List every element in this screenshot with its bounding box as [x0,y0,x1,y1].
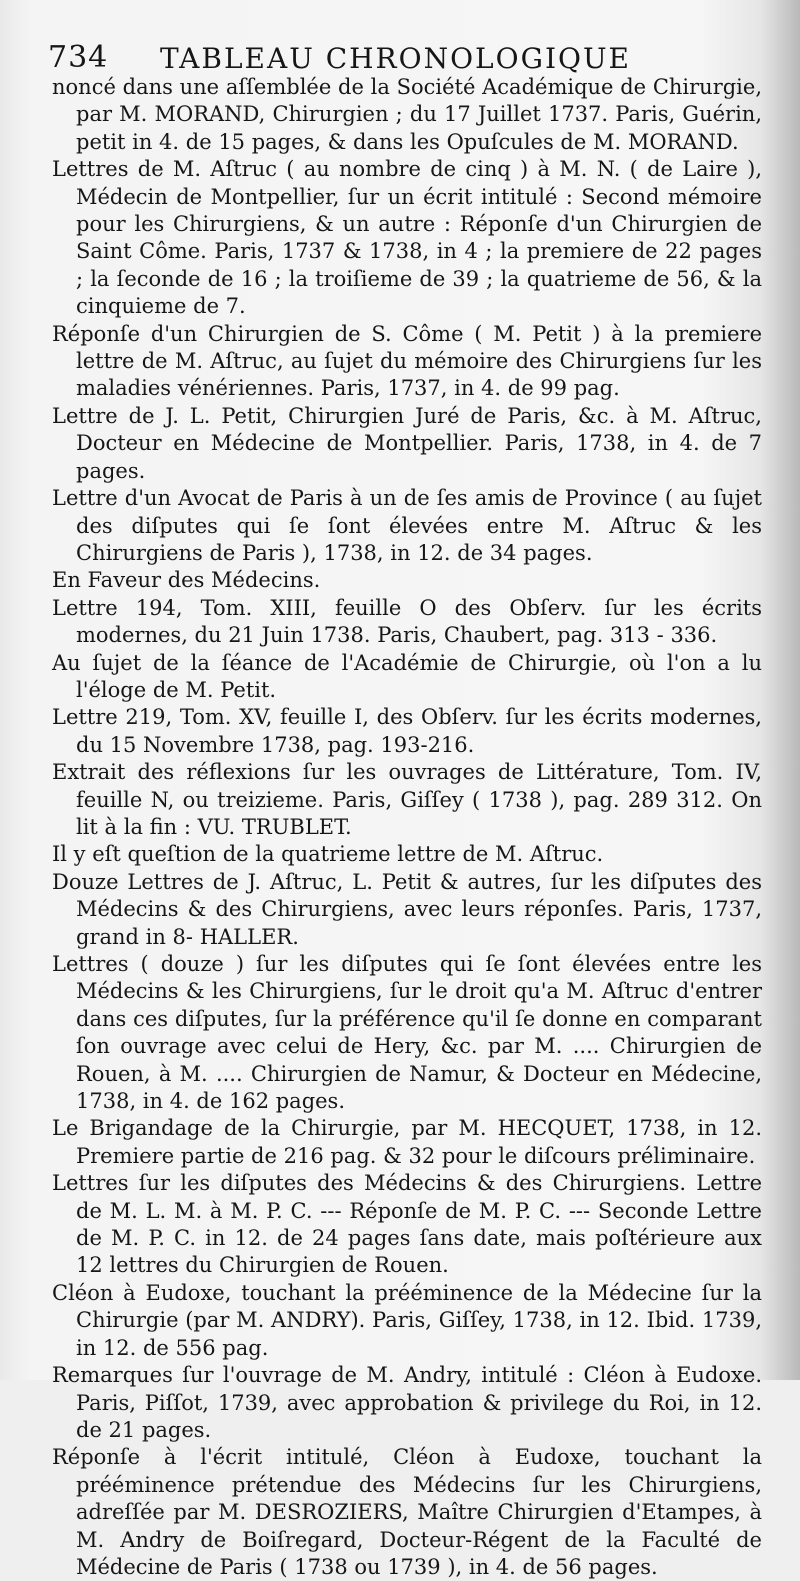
entry-quatrieme-lettre: Il y eſt queſtion de la quatrieme lettre de M. Aſtruc. [52,842,604,867]
entry-lettres-disputes: Lettres ſur les diſputes des Médecins & des Chirurgiens. Lettre de M. L. M. à M. P. C. --- Réponſe de M. P. C. --- Seconde Lettre de M. P. C. in 12. de 24 pages ſans date, mais poſtérieure aux 12 lettres du Chirurgien de Rouen. [52,1171,762,1278]
entry-continuation-morand: noncé dans une aſſemblée de la Société Académique de Chirurgie, par M. MORAND, Chirurgien ; du 17 Juillet 1737. Paris, Guérin, petit in 4. de 15 pages, & dans les Opuſcules de M. MORAND. [52,75,762,154]
page-number: 734 [48,40,109,75]
entry-reponse-desroziers: Réponſe à l'écrit intitulé, Cléon à Eudoxe, touchant la prééminence prétendue des Médecins ſur les Chirurgiens, adreſſée par M. DESROZIERS, Maître Chirurgien d'Etampes, à M. Andry de Boiſregard, Docteur-Régent de la Faculté de Médecine de Paris ( 1738 ou 1739 ), in 4. de 56 pages. [52,1445,762,1579]
entry-lettres-douze: Lettres ( douze ) ſur les diſputes qui ſe ſont élevées entre les Médecins & les Chirurgiens, ſur le droit qu'a M. Aſtruc d'entrer dans ces diſputes, ſur la préférence qu'il ſe donne en comparant ſon ouvrage avec celui de Hery, &c. par M. .... Chirurgien de Rouen, à M. .... Chirurgien de Namur, & Docteur en Médecine, 1738, in 4. de 162 pages. [52,952,762,1114]
bibliography-list [52,74,762,1581]
entry-astruc-letters: Lettres de M. Aſtruc ( au nombre de cinq ) à M. N. ( de Laire ), Médecin de Montpellier, ſur un écrit intitulé : Second mémoire pour les Chirurgiens, & un autre : Réponſe d'un Chirurgien de Saint Côme. Paris, 1737 & 1738, in 4 ; la premiere de 22 pages ; la ſeconde de 16 ; la troiſieme de 39 ; la quatrieme de 56, & la cinquieme de 7. [52,157,762,319]
entry-petit-reply: Réponſe d'un Chirurgien de S. Côme ( M. Petit ) à la premiere lettre de M. Aſtruc, au ſujet du mémoire des Chirurgiens ſur les maladies vénériennes. Paris, 1737, in 4. de 99 pag. [52,321,762,401]
entry-lettre-219: Lettre 219, Tom. XV, feuille I, des Obſerv. ſur les écrits modernes, du 15 Novembre 1738, pag. 193-216. [52,705,762,757]
entry-lettre-194: Lettre 194, Tom. XIII, feuille O des Obſerv. ſur les écrits modernes, du 21 Juin 1738. Paris, Chaubert, pag. 313 - 336. [52,595,762,648]
running-title: TABLEAU CHRONOLOGIQUE [160,42,631,75]
entry-extrait-reflexions: Extrait des réflexions ſur les ouvrages de Littérature, Tom. IV, feuille N, ou treizieme. Paris, Giſſey ( 1738 ), pag. 289 312. On lit à la fin : VU. TRUBLET. [52,760,762,839]
entry-en-faveur: En Faveur des Médecins. [52,568,321,593]
entry-cleon-eudoxe: Cléon à Eudoxe, touchant la prééminence de la Médecine ſur la Chirurgie (par M. ANDRY). Paris, Giſſey, 1738, in 12. Ibid. 1739, in 12. de 556 pag. [52,1280,762,1360]
entry-seance-academie: Au ſujet de la ſéance de l'Académie de Chirurgie, où l'on a lu l'éloge de M. Petit. [52,650,762,702]
entry-brigandage: Le Brigandage de la Chirurgie, par M. HECQUET, 1738, in 12. Premiere partie de 216 pag. & 32 pour le diſcours préliminaire. [52,1116,762,1168]
entry-douze-lettres: Douze Lettres de J. Aſtruc, L. Petit & autres, ſur les diſputes des Médecins & des Chirurgiens, avec leurs réponſes. Paris, 1737, grand in 8- HALLER. [52,869,762,949]
entry-petit-letter: Lettre de J. L. Petit, Chirurgien Juré de Paris, &c. à M. Aſtruc, Docteur en Médecine de Montpellier. Paris, 1738, in 4. de 7 pages. [52,403,762,483]
entry-remarques-andry: Remarques ſur l'ouvrage de M. Andry, intitulé : Cléon à Eudoxe. Paris, Piſſot, 1739, avec approbation & privilege du Roi, in 12. de 21 pages. [52,1363,762,1442]
entry-avocat-letter: Lettre d'un Avocat de Paris à un de ſes amis de Province ( au ſujet des diſputes qui ſe ſont élevées entre M. Aſtruc & les Chirurgiens de Paris ), 1738, in 12. de 34 pages. [52,486,762,565]
